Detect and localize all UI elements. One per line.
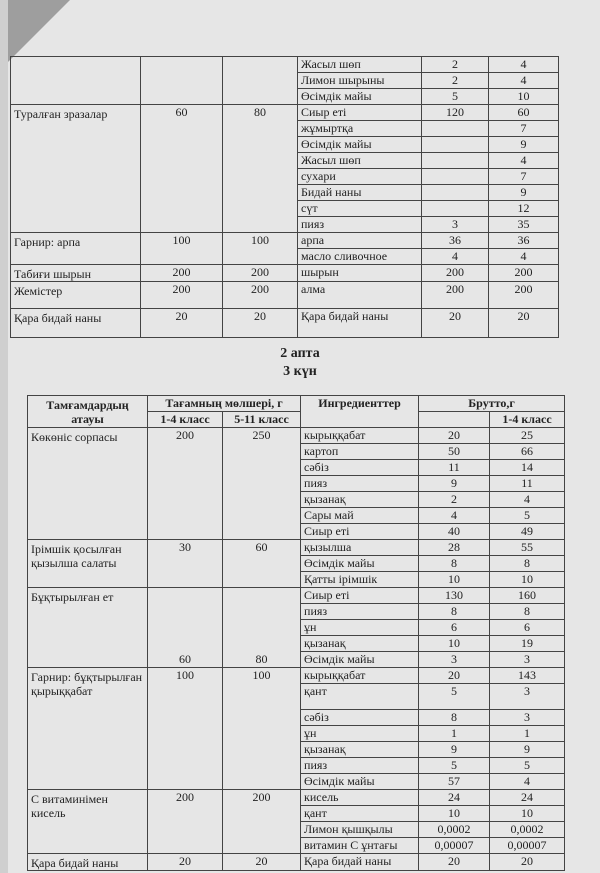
table-row: ұн 6 6 xyxy=(28,620,565,636)
table-row: Қатты ірімшік 10 10 xyxy=(28,572,565,588)
table-row: Қара бидай наны 20 20 Қара бидай наны 20 20 xyxy=(11,309,559,338)
dish-name-cell: Бұқтырылған ет xyxy=(28,588,148,668)
table-row: сәбіз 8 3 xyxy=(28,710,565,726)
table-row: Жемістер 200 200 алма 200 200 xyxy=(11,282,559,309)
ingredient-cell: Сиыр еті xyxy=(298,105,422,121)
brutto-cell: 2 xyxy=(422,57,489,73)
week-heading: 2 апта xyxy=(280,346,320,361)
table-row: Өсімдік майы 3 3 xyxy=(28,652,565,668)
table-row: Өсімдік майы 9 xyxy=(11,137,559,153)
day-heading: 3 күн xyxy=(283,364,317,379)
table-row: Табиғи шырын 200 200 шырын 200 200 xyxy=(11,265,559,282)
dish-name-cell: Көкөніс сорпасы xyxy=(28,428,148,540)
table-row: қызанақ 2 4 xyxy=(28,492,565,508)
ingredient-cell: Лимон шырыны xyxy=(298,73,422,89)
table-row: Лимон шырыны 2 4 xyxy=(11,73,559,89)
table-row: Өсімдік майы 57 4 xyxy=(28,774,565,790)
amount-5-11-cell: 80 xyxy=(223,105,298,233)
table-row: Көкөніс сорпасы 200 250 кырыққабат 20 25 xyxy=(28,428,565,444)
dish-name-cell: Табиғи шырын xyxy=(11,265,141,282)
brutto-column-header: Брутто,г xyxy=(419,396,565,412)
table-row: ұн 1 1 xyxy=(28,726,565,742)
table-row: Ірімшік қосылған қызылша салаты 30 60 қызылша 28 55 xyxy=(28,540,565,556)
dish-name-cell: Қара бидай наны xyxy=(28,854,148,871)
dish-name-cell: С витаминімен кисель xyxy=(28,790,148,854)
table-row: Гарнир: бұқтырылған қырыққабат 100 100 кырыққабат 20 143 xyxy=(28,668,565,684)
ingredients-column-header: Ингредиенттер xyxy=(301,396,419,428)
table-row: витамин С ұнтағы 0,00007 0,00007 xyxy=(28,838,565,854)
table-row: Сары май 4 5 xyxy=(28,508,565,524)
dish-name-cell: Жемістер xyxy=(11,282,141,309)
table-row: қант 5 3 xyxy=(28,684,565,710)
dish-name-cell: Ірімшік қосылған қызылша салаты xyxy=(28,540,148,588)
table-row: пияз 5 5 xyxy=(28,758,565,774)
class-5-11-header: 5-11 класс xyxy=(223,412,301,428)
table-row: Қара бидай наны 20 20 Қара бидай наны 20 20 xyxy=(28,854,565,871)
dish-name-cell xyxy=(11,57,141,105)
table-row: Сиыр еті 40 49 xyxy=(28,524,565,540)
table-row: Бұқтырылған ет 60 80 Сиыр еті 130 160 xyxy=(28,588,565,604)
dish-name-cell: Қара бидай наны xyxy=(11,309,141,338)
table-row: Лимон қышқылы 0,0002 0,0002 xyxy=(28,822,565,838)
amount-1-4-cell: 60 xyxy=(141,105,223,233)
table-row: қызанақ 9 9 xyxy=(28,742,565,758)
table-row: пияз 8 8 xyxy=(28,604,565,620)
brutto-cell: 4 xyxy=(489,57,559,73)
dish-column-header: Тамғамдардың атауы xyxy=(28,396,148,428)
dish-name-cell: Туралған зразалар xyxy=(11,105,141,233)
table-row: Өсімдік майы 5 10 xyxy=(11,89,559,105)
table-row: Жасыл шөп 4 xyxy=(11,153,559,169)
table-row: пияз 9 11 xyxy=(28,476,565,492)
table-header-row xyxy=(28,396,565,412)
dish-name-cell: Гарнир: бұқтырылған қырыққабат xyxy=(28,668,148,790)
menu-table-continued xyxy=(10,56,559,338)
ingredient-cell: Жасыл шөп xyxy=(298,57,422,73)
table-row: масло сливочное 4 4 xyxy=(11,249,559,265)
table-row: картоп 50 66 xyxy=(28,444,565,460)
table-row: пияз 3 35 xyxy=(11,217,559,233)
ingredient-cell: Өсімдік майы xyxy=(298,89,422,105)
table-row: жұмыртқа 7 xyxy=(11,121,559,137)
dish-name-cell: Гарнир: арпа xyxy=(11,233,141,265)
table-row xyxy=(11,57,559,73)
table-row: Гарнир: арпа 100 100 арпа 36 36 xyxy=(11,233,559,249)
table-row: сәбіз 11 14 xyxy=(28,460,565,476)
table-row: Бидай наны 9 xyxy=(11,185,559,201)
table-row: қызанақ 10 19 xyxy=(28,636,565,652)
table-row: Туралған зразалар 60 80 Сиыр еті 120 60 xyxy=(11,105,559,121)
class-1-4-header: 1-4 класс xyxy=(148,412,223,428)
amount-column-header: Тағамның мөлшері, г xyxy=(148,396,301,412)
table-row: сухари 7 xyxy=(11,169,559,185)
menu-table-day3 xyxy=(27,395,565,871)
table-row: Өсімдік майы 8 8 xyxy=(28,556,565,572)
table-row: қант 10 10 xyxy=(28,806,565,822)
brutto-class-1-4-header: 1-4 класс xyxy=(490,412,565,428)
table-row: С витаминімен кисель 200 200 кисель 24 24 xyxy=(28,790,565,806)
table-row: сүт 12 xyxy=(11,201,559,217)
page-fold-shadow xyxy=(8,0,70,62)
